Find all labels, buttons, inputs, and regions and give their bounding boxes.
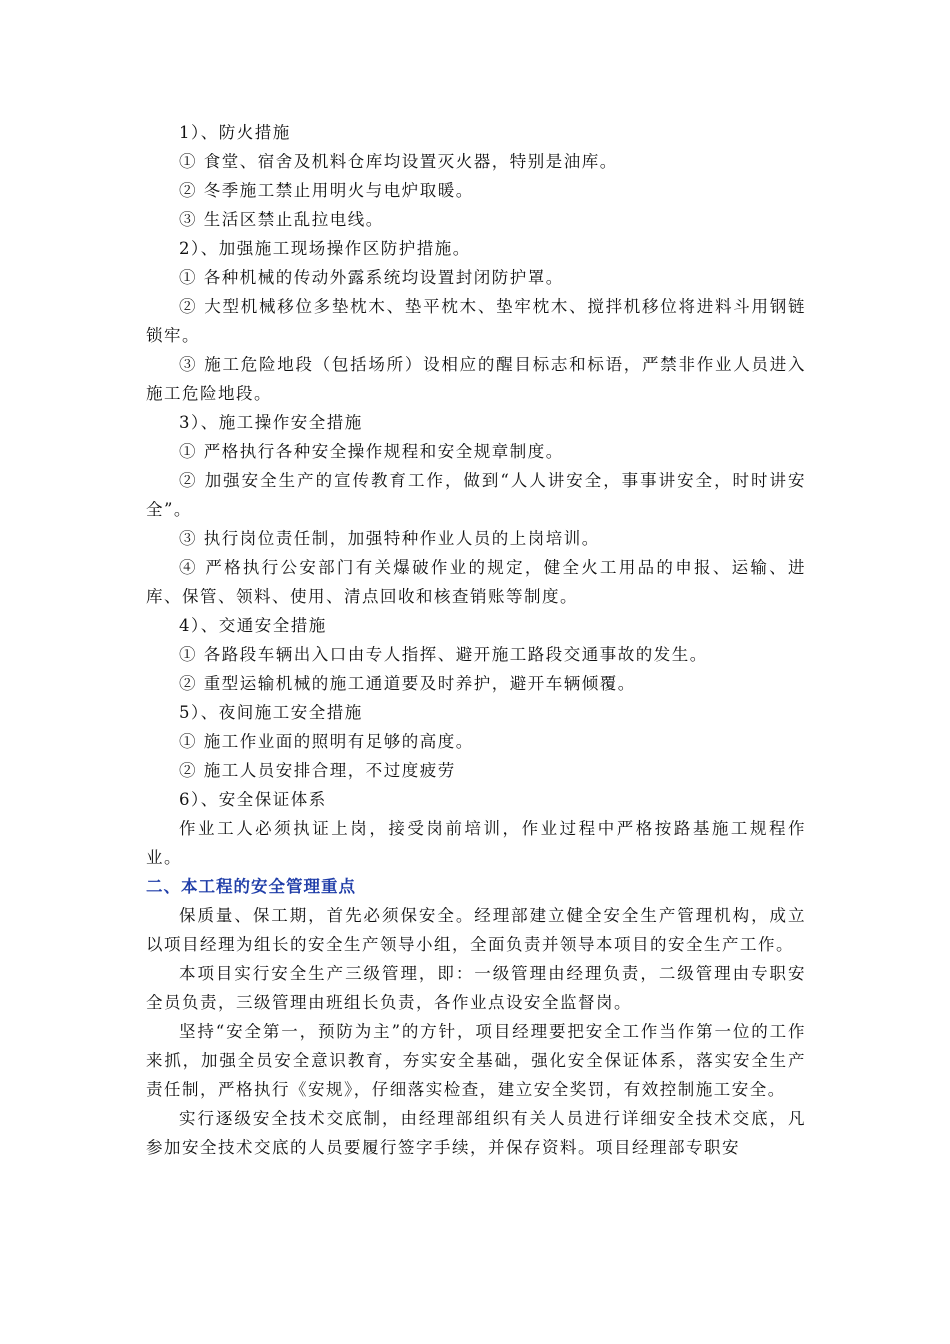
body-paragraph: 作业工人必须执证上岗，接受岗前培训，作业过程中严格按路基施工规程作业。 xyxy=(146,819,806,867)
body-paragraph: 实行逐级安全技术交底制，由经理部组织有关人员进行详细安全技术交底，凡参加安全技术交底的人员要履行签字手续，并保存资料。项目经理部专职安 xyxy=(146,1109,806,1157)
body-paragraph: 坚持“安全第一，预防为主”的方针，项目经理要把安全工作当作第一位的工作来抓，加强全员安全意识教育，夯实安全基础，强化安全保证体系，落实安全生产责任制，严格执行《安规》，仔细落实检查，建立安全奖罚，有效控制施工安全。 xyxy=(146,1022,806,1099)
list-item: ③ 执行岗位责任制，加强特种作业人员的上岗培训。 xyxy=(179,529,600,548)
list-item: ② 施工人员安排合理，不过度疲劳 xyxy=(179,761,456,780)
body-paragraph: 保质量、保工期，首先必须保安全。经理部建立健全安全生产管理机构，成立以项目经理为组长的安全生产领导小组，全面负责并领导本项目的安全生产工作。 xyxy=(146,906,806,954)
section-heading: 二、本工程的安全管理重点 xyxy=(146,877,356,896)
subheading-site-protection: 2）、加强施工现场操作区防护措施。 xyxy=(179,239,471,258)
list-item: ① 各种机械的传动外露系统均设置封闭防护罩。 xyxy=(179,268,564,287)
list-item: ① 各路段车辆出入口由专人指挥、避开施工路段交通事故的发生。 xyxy=(179,645,708,664)
subheading-traffic-safety: 4）、交通安全措施 xyxy=(179,616,327,635)
subheading-fire: 1）、防火措施 xyxy=(179,123,291,142)
list-item: ④ 严格执行公安部门有关爆破作业的规定，健全火工用品的申报、运输、进库、保管、领料、使用、清点回收和核查销账等制度。 xyxy=(146,558,806,606)
list-item: ② 大型机械移位多垫枕木、垫平枕木、垫牢枕木、搅拌机移位将进料斗用钢链锁牢。 xyxy=(146,297,806,345)
list-item: ③ 生活区禁止乱拉电线。 xyxy=(179,210,384,229)
body-paragraph: 本项目实行安全生产三级管理，即：一级管理由经理负责，二级管理由专职安全员负责，三级管理由班组长负责，各作业点设安全监督岗。 xyxy=(146,964,806,1012)
subheading-night-work: 5）、夜间施工安全措施 xyxy=(179,703,363,722)
list-item: ③ 施工危险地段（包括场所）设相应的醒目标志和标语，严禁非作业人员进入施工危险地段。 xyxy=(146,355,806,403)
list-item: ② 加强安全生产的宣传教育工作，做到“人人讲安全，事事讲安全，时时讲安全”。 xyxy=(146,471,806,519)
subheading-safety-system: 6）、安全保证体系 xyxy=(179,790,327,809)
document-body xyxy=(146,118,806,1162)
list-item: ① 施工作业面的照明有足够的高度。 xyxy=(179,732,474,751)
subheading-operation-safety: 3）、施工操作安全措施 xyxy=(179,413,363,432)
list-item: ① 食堂、宿舍及机料仓库均设置灭火器，特别是油库。 xyxy=(179,152,618,171)
list-item: ② 重型运输机械的施工通道要及时养护，避开车辆倾覆。 xyxy=(179,674,636,693)
list-item: ① 严格执行各种安全操作规程和安全规章制度。 xyxy=(179,442,564,461)
list-item: ② 冬季施工禁止用明火与电炉取暖。 xyxy=(179,181,474,200)
